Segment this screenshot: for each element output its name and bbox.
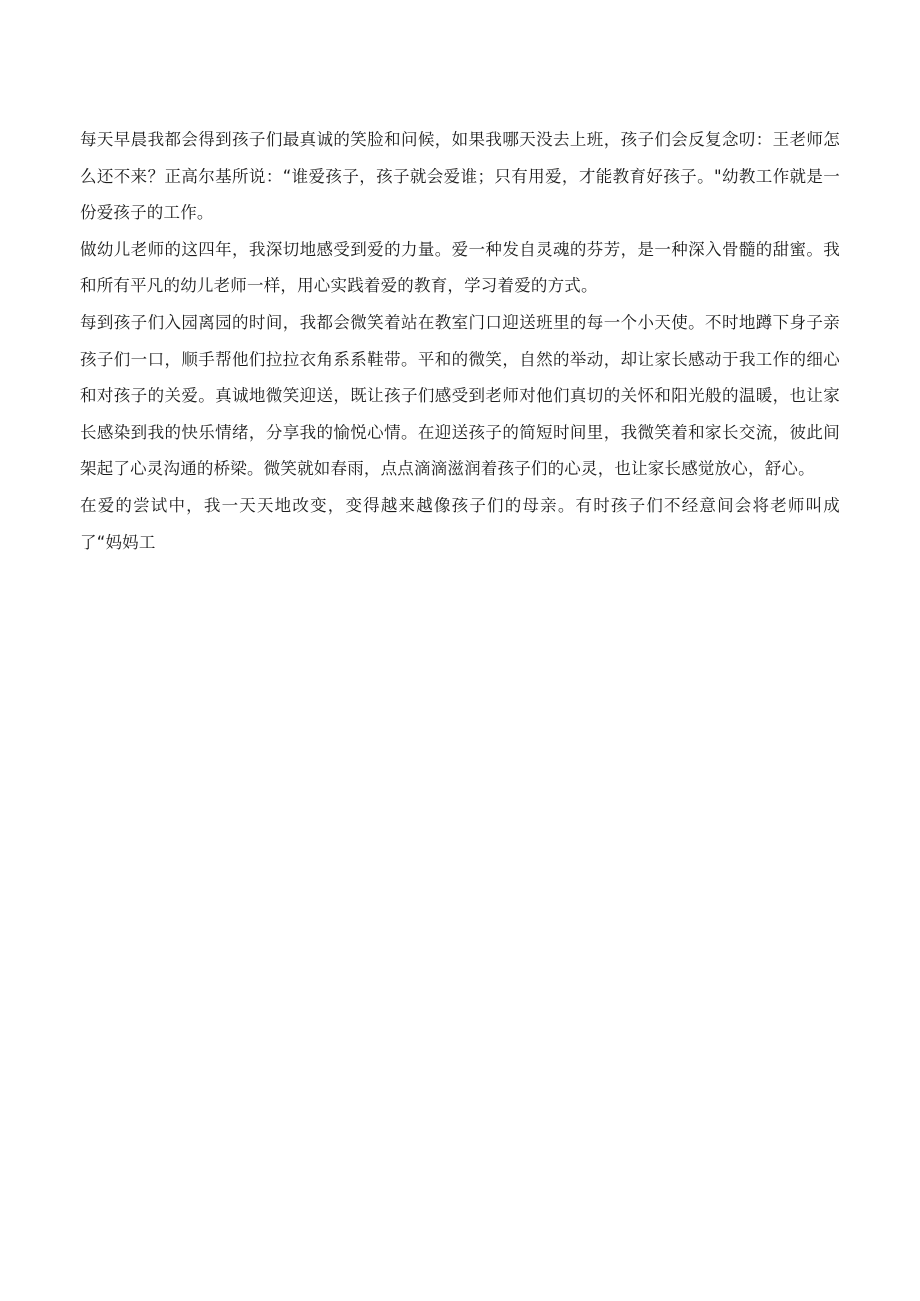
paragraph-1: 每天早晨我都会得到孩子们最真诚的笑脸和问候，如果我哪天没去上班，孩子们会反复念叨：王老师怎么还不来？正高尔基所说：“谁爱孩子，孩子就会爱谁；只有用爱，才能教育好孩子。"幼教工作就是一份爱孩子的工作。 <box>80 130 840 223</box>
paragraph-2: 做幼儿老师的这四年，我深切地感受到爱的力量。爱一种发自灵魂的芬芳，是一种深入骨髓的甜蜜。我和所有平凡的幼儿老师一样，用心实践着爱的教育，学习着爱的方式。 <box>80 239 840 296</box>
paragraph-4: 在爱的尝试中，我一天天地改变，变得越来越像孩子们的母亲。有时孩子们不经意间会将老师叫成了“妈妈工 <box>80 495 840 552</box>
paragraph-3: 每到孩子们入园离园的时间，我都会微笑着站在教室门口迎送班里的每一个小天使。不时地蹲下身子亲孩子们一口，顺手帮他们拉拉衣角系系鞋带。平和的微笑，自然的举动，却让家长感动于我工作的细心和对孩子的关爱。真诚地微笑迎送，既让孩子们感受到老师对他们真切的关怀和阳光般的温暖，也让家长感染到我的快乐情绪，分享我的愉悦心情。在迎送孩子的简短时间里，我微笑着和家长交流，彼此间架起了心灵沟通的桥梁。微笑就如春雨，点点滴滴滋润着孩子们的心灵，也让家长感觉放心，舒心。 <box>80 312 840 479</box>
document-body <box>80 122 840 561</box>
